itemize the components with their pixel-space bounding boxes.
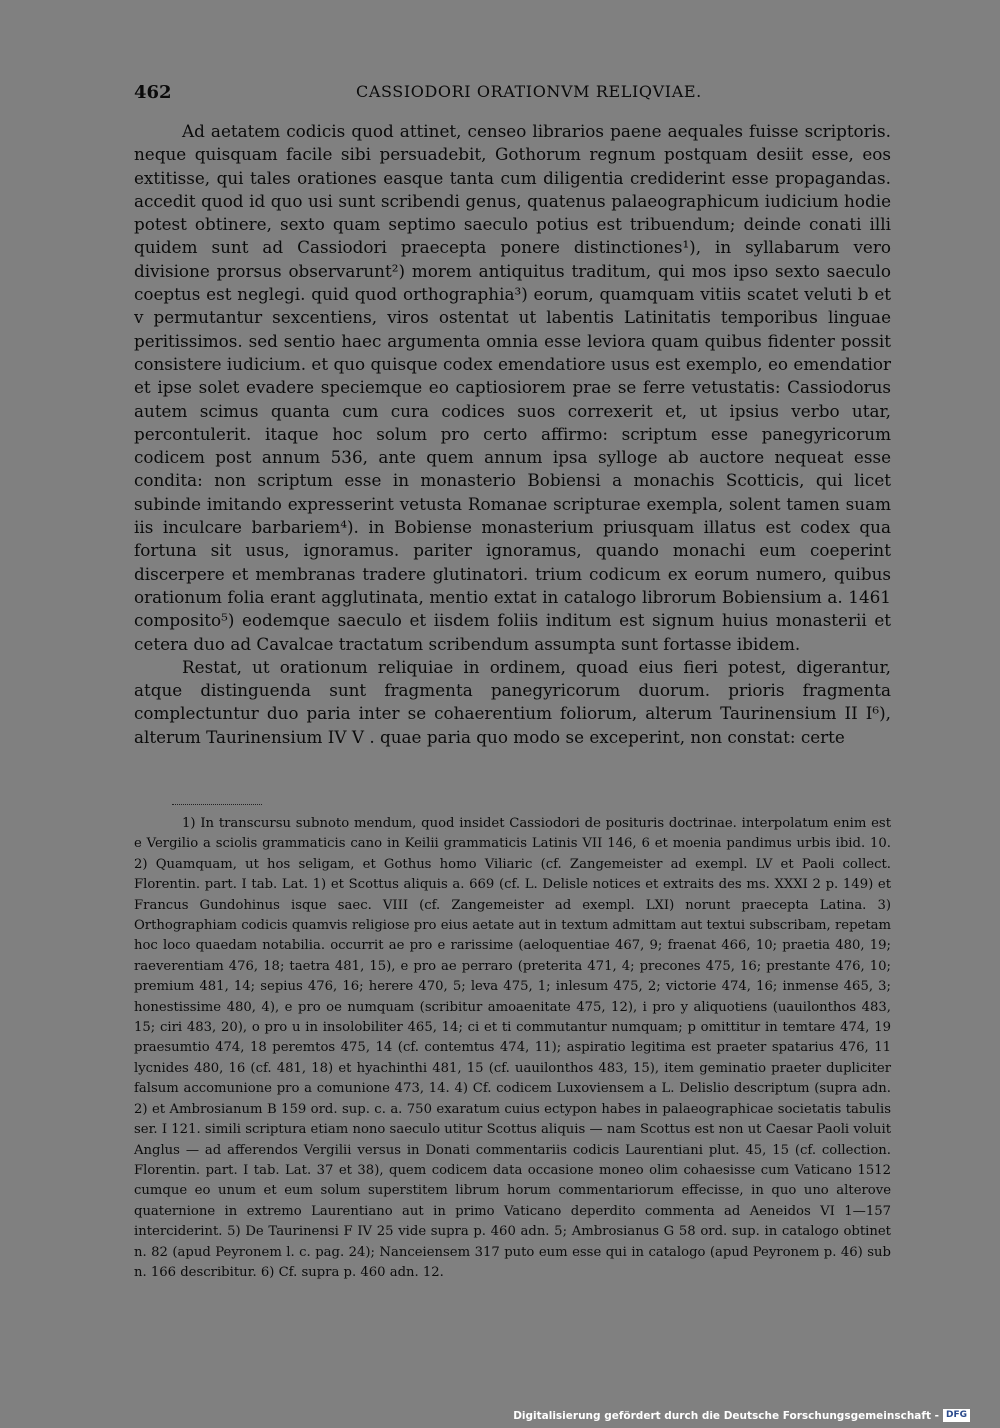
paragraph-2: Restat, ut orationum reliquiae in ordinem, quoad eius fieri potest, digerantur, atque distinguenda sunt fragmenta panegyricorum duorum. prioris fragmenta complectuntur duo paria inter se cohaerentium foliorum, alterum Taurinensium II I⁶), alterum Taurinensium IV V . quae paria quo modo se exceperint, non constat: certe xyxy=(134,656,891,747)
page-number: 462 xyxy=(134,82,172,103)
dfg-logo-icon: DFG xyxy=(943,1409,970,1422)
footnotes-text: 1) In transcursu subnoto mendum, quod insidet Cassiodori de posituris doctrinae. interpolatum enim est e Vergilio a sciolis grammaticis cano in Keilii grammaticis Latinis VII 146, 6 et moenia pandimus urbis ibid. 10. 2) Quamquam, ut hos seligam, et Gothus homo Viliaric (cf. Zangemeister ad exempl. LV et Paoli collect. Florentin. part. I tab. Lat. 1) et Scottus aliquis a. 669 (cf. L. Delisle notices et extraits des ms. XXXI 2 p. 149) et Francus Gundohinus isque saec. VIII (cf. Zangemeister ad exempl. LXI) norunt praecepta Latina. 3) Orthographiam codicis quamvis religiose pro eius aetate aut in textum admittam aut textui subscribam, repetam hoc loco quaedam notabilia. occurrit ae pro e rarissime (aeloquentiae 467, 9; fraenat 466, 10; praetia 480, 19; raeverentiam 476, 18; taetra 481, 15), e pro ae perraro (preterita 471, 4; precones 475, 16; prestante 476, 10; premium 481, 14; sepius 476, 16; herere 470, 5; leva 475, 1; inlesum 475, 2; victorie 474, 16; inmense 465, 3; honestissime 480, 4), e pro oe numquam (scribitur amoaenitate 475, 12), i pro y aliquotiens (uauilonthos 483, 15; ciri 483, 20), o pro u in insolobiliter 465, 14; ci et ti commutantur numquam; p omittitur in temtare 474, 19 praesumtio 474, 18 peremtos 475, 14 (cf. contemtus 474, 11); aspiratio legitima est praeter spatarius 476, 11 lycnides 480, 16 (cf. 481, 18) et hyachinthi 481, 15 (cf. uauilonthos 483, 15), item geminatio praeter dupliciter falsum accomunione pro a comunione 473, 14. 4) Cf. codicem Luxoviensem a L. Delislio descriptum (supra adn. 2) et Ambrosianum B 159 ord. sup. c. a. 750 exaratum cuius ectypon habes in palaeographicae societatis tabulis ser. I 121. simili scriptura etiam nono saeculo utitur Scottus aliquis — nam Scottus est non ut Caesar Paoli voluit Anglus — ad afferendos Vergilii versus in Donati commentariis codicis Laurentiani plut. 45, 15 (cf. collection. Florentin. part. I tab. Lat. 37 et 38), quem codicem data occasione moneo olim cohaesisse cum Vaticano 1512 cumque eo unum et eum solum superstitem librum horum commentariorum effecisse, in quo uno alterove quaternione in extremo Laurentiano aut in primo Vaticano deperdito commenta ad Aeneidos VI 1—157 interciderint. 5) De Taurinensi F IV 25 vide supra p. 460 adn. 5; Ambrosianus G 58 ord. sup. in catalogo obtinet n. 82 (apud Peyronem l. c. pag. 24); Nanceiensem 317 puto eum esse qui in catalogo (apud Peyronem p. 46) sub n. 166 describitur. 6) Cf. supra p. 460 adn. 12. xyxy=(134,816,891,1280)
digitization-credit xyxy=(513,1409,970,1422)
credit-text: Digitalisierung gefördert durch die Deutsche Forschungsgemeinschaft - xyxy=(513,1409,939,1422)
paragraph-1: Ad aetatem codicis quod attinet, censeo librarios paene aequales fuisse scriptoris. neque quisquam facile sibi persuadebit, Gothorum regnum postquam desiit esse, eos extitisse, qui tales orationes easque tanta cum diligentia crediderint esse propagandas. accedit quod id quo usi sunt scribendi genus, quatenus palaeographicum iudicium hodie potest obtinere, sexto quam septimo saeculo potius est tribuendum; deinde conati illi quidem sunt ad Cassiodori praecepta ponere distinctiones¹), in syllabarum vero divisione prorsus observarunt²) morem antiquitus traditum, qui mos ipso sexto saeculo coeptus est neglegi. quid quod orthographia³) eorum, quamquam vitiis scatet veluti b et v permutantur sexcentiens, viros ostentat ut labentis Latinitatis temporibus linguae peritissimos. sed sentio haec argumenta omnia esse leviora quam quibus fidenter possit consistere iudicium. et quo quisque codex emendatiore usus est exemplo, eo emendatior et ipse solet evadere speciemque eo captiosiorem prae se ferre vetustatis: Cassiodorus autem scimus quanta cum cura codices suos correxerit et, ut ipsius verbo utar, percontulerit. itaque hoc solum pro certo affirmo: scriptum esse panegyricorum codicem post annum 536, ante quem annum ipsa sylloge ab auctore nequeat esse condita: non scriptum esse in monasterio Bobiensi a monachis Scotticis, qui licet subinde imitando expresserint vetusta Romanae scripturae exempla, solent tamen suam iis inculcare barbariem⁴). in Bobiense monasterium priusquam illatus est codex qua fortuna sit usus, ignoramus. pariter ignoramus, quando monachi eum coeperint discerpere et membranas tradere glutinatori. trium codicum ex eorum numero, quibus orationum folia erant agglutinata, mentio extat in catalogo librorum Bobiensium a. 1461 composito⁵) eodemque saeculo et iisdem foliis inditum est signum huius monasterii et cetera duo ad Cavalcae tractatum scribendum assumpta sunt fortasse ibidem. xyxy=(134,121,891,654)
footnote-divider xyxy=(172,804,262,805)
running-title: CASSIODORI ORATIONVM RELIQVIAE. xyxy=(356,82,702,101)
footnotes xyxy=(134,814,891,1283)
page-header xyxy=(134,82,891,110)
main-text xyxy=(134,120,891,749)
